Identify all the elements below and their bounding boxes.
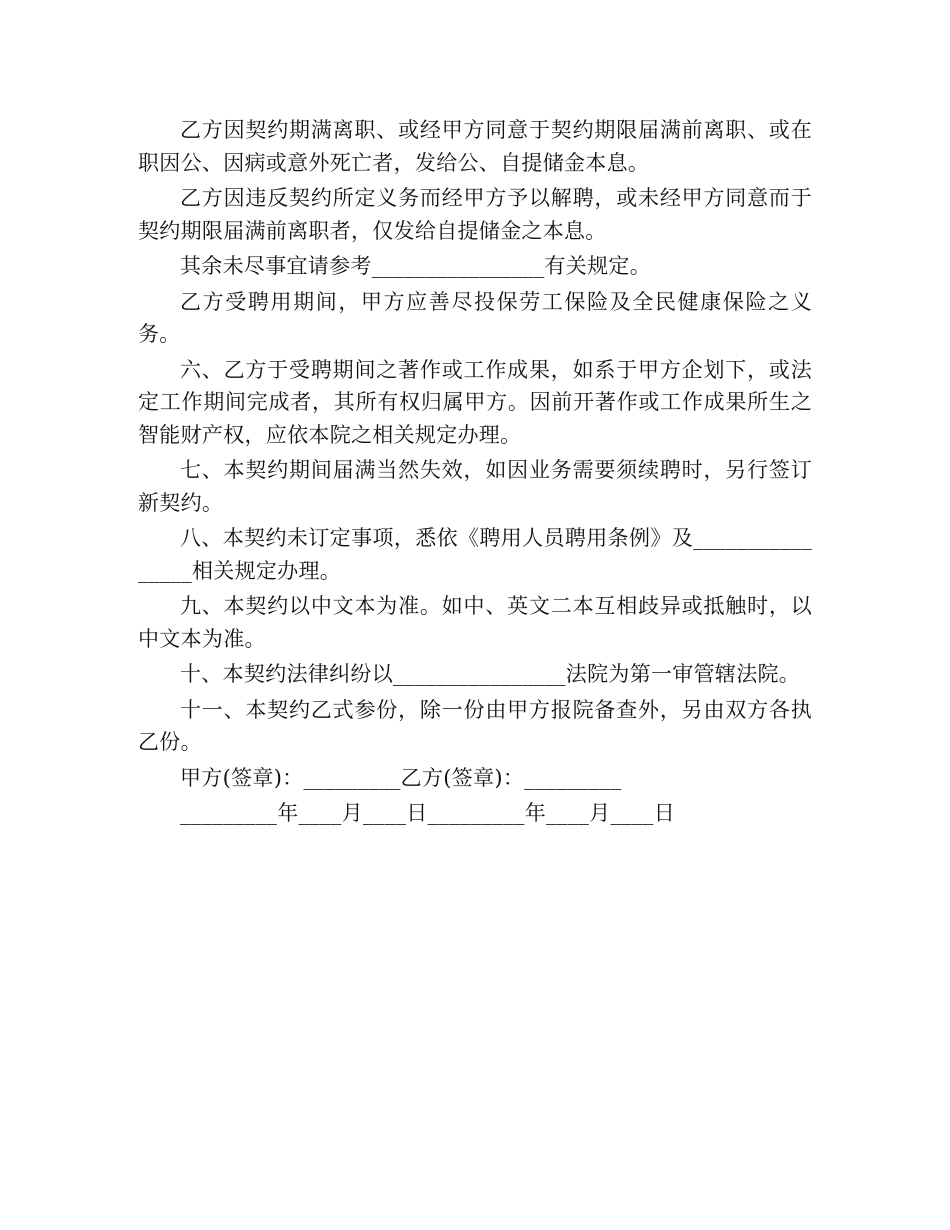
signature-line: 甲方(签章)：_________乙方(签章)：_________ bbox=[180, 765, 622, 790]
document-body bbox=[138, 114, 812, 830]
date-line: _________年____月____日_________年____月____日 bbox=[180, 801, 675, 825]
paragraph-dismissal-benefits: 乙方因违反契约所定义务而经甲方予以解聘，或未经甲方同意而于契约期限届满前离职者，仅发给自提储金之本息。 bbox=[138, 186, 812, 243]
clause-ten-jurisdiction: 十、本契约法律纠纷以________________法院为第一审管辖法院。 bbox=[180, 662, 801, 686]
clause-eight-unspecified-matters: 八、本契约未订定事项，悉依《聘用人员聘用条例》及________________相关规定办理。 bbox=[138, 526, 812, 583]
clause-six-ownership: 六、乙方于受聘期间之著作或工作成果，如系于甲方企划下，或法定工作期间完成者，其所有权归属甲方。因前开著作或工作成果所生之智能财产权，应依本院之相关规定办理。 bbox=[138, 357, 812, 447]
paragraph-insurance: 乙方受聘用期间，甲方应善尽投保劳工保险及全民健康保险之义务。 bbox=[138, 289, 812, 346]
clause-nine-language: 九、本契约以中文本为准。如中、英文二本互相歧异或抵触时，以中文本为准。 bbox=[138, 594, 812, 651]
clause-seven-expiry: 七、本契约期间届满当然失效，如因业务需要须续聘时，另行签订新契约。 bbox=[138, 458, 812, 515]
paragraph-retirement-benefits: 乙方因契约期满离职、或经甲方同意于契约期限届满前离职、或在职因公、因病或意外死亡者，发给公、自提储金本息。 bbox=[138, 118, 812, 175]
clause-eleven-copies: 十一、本契约乙式参份，除一份由甲方报院备查外，另由双方各执乙份。 bbox=[138, 697, 812, 754]
paragraph-other-matters: 其余未尽事宜请参考________________有关规定。 bbox=[180, 254, 651, 278]
